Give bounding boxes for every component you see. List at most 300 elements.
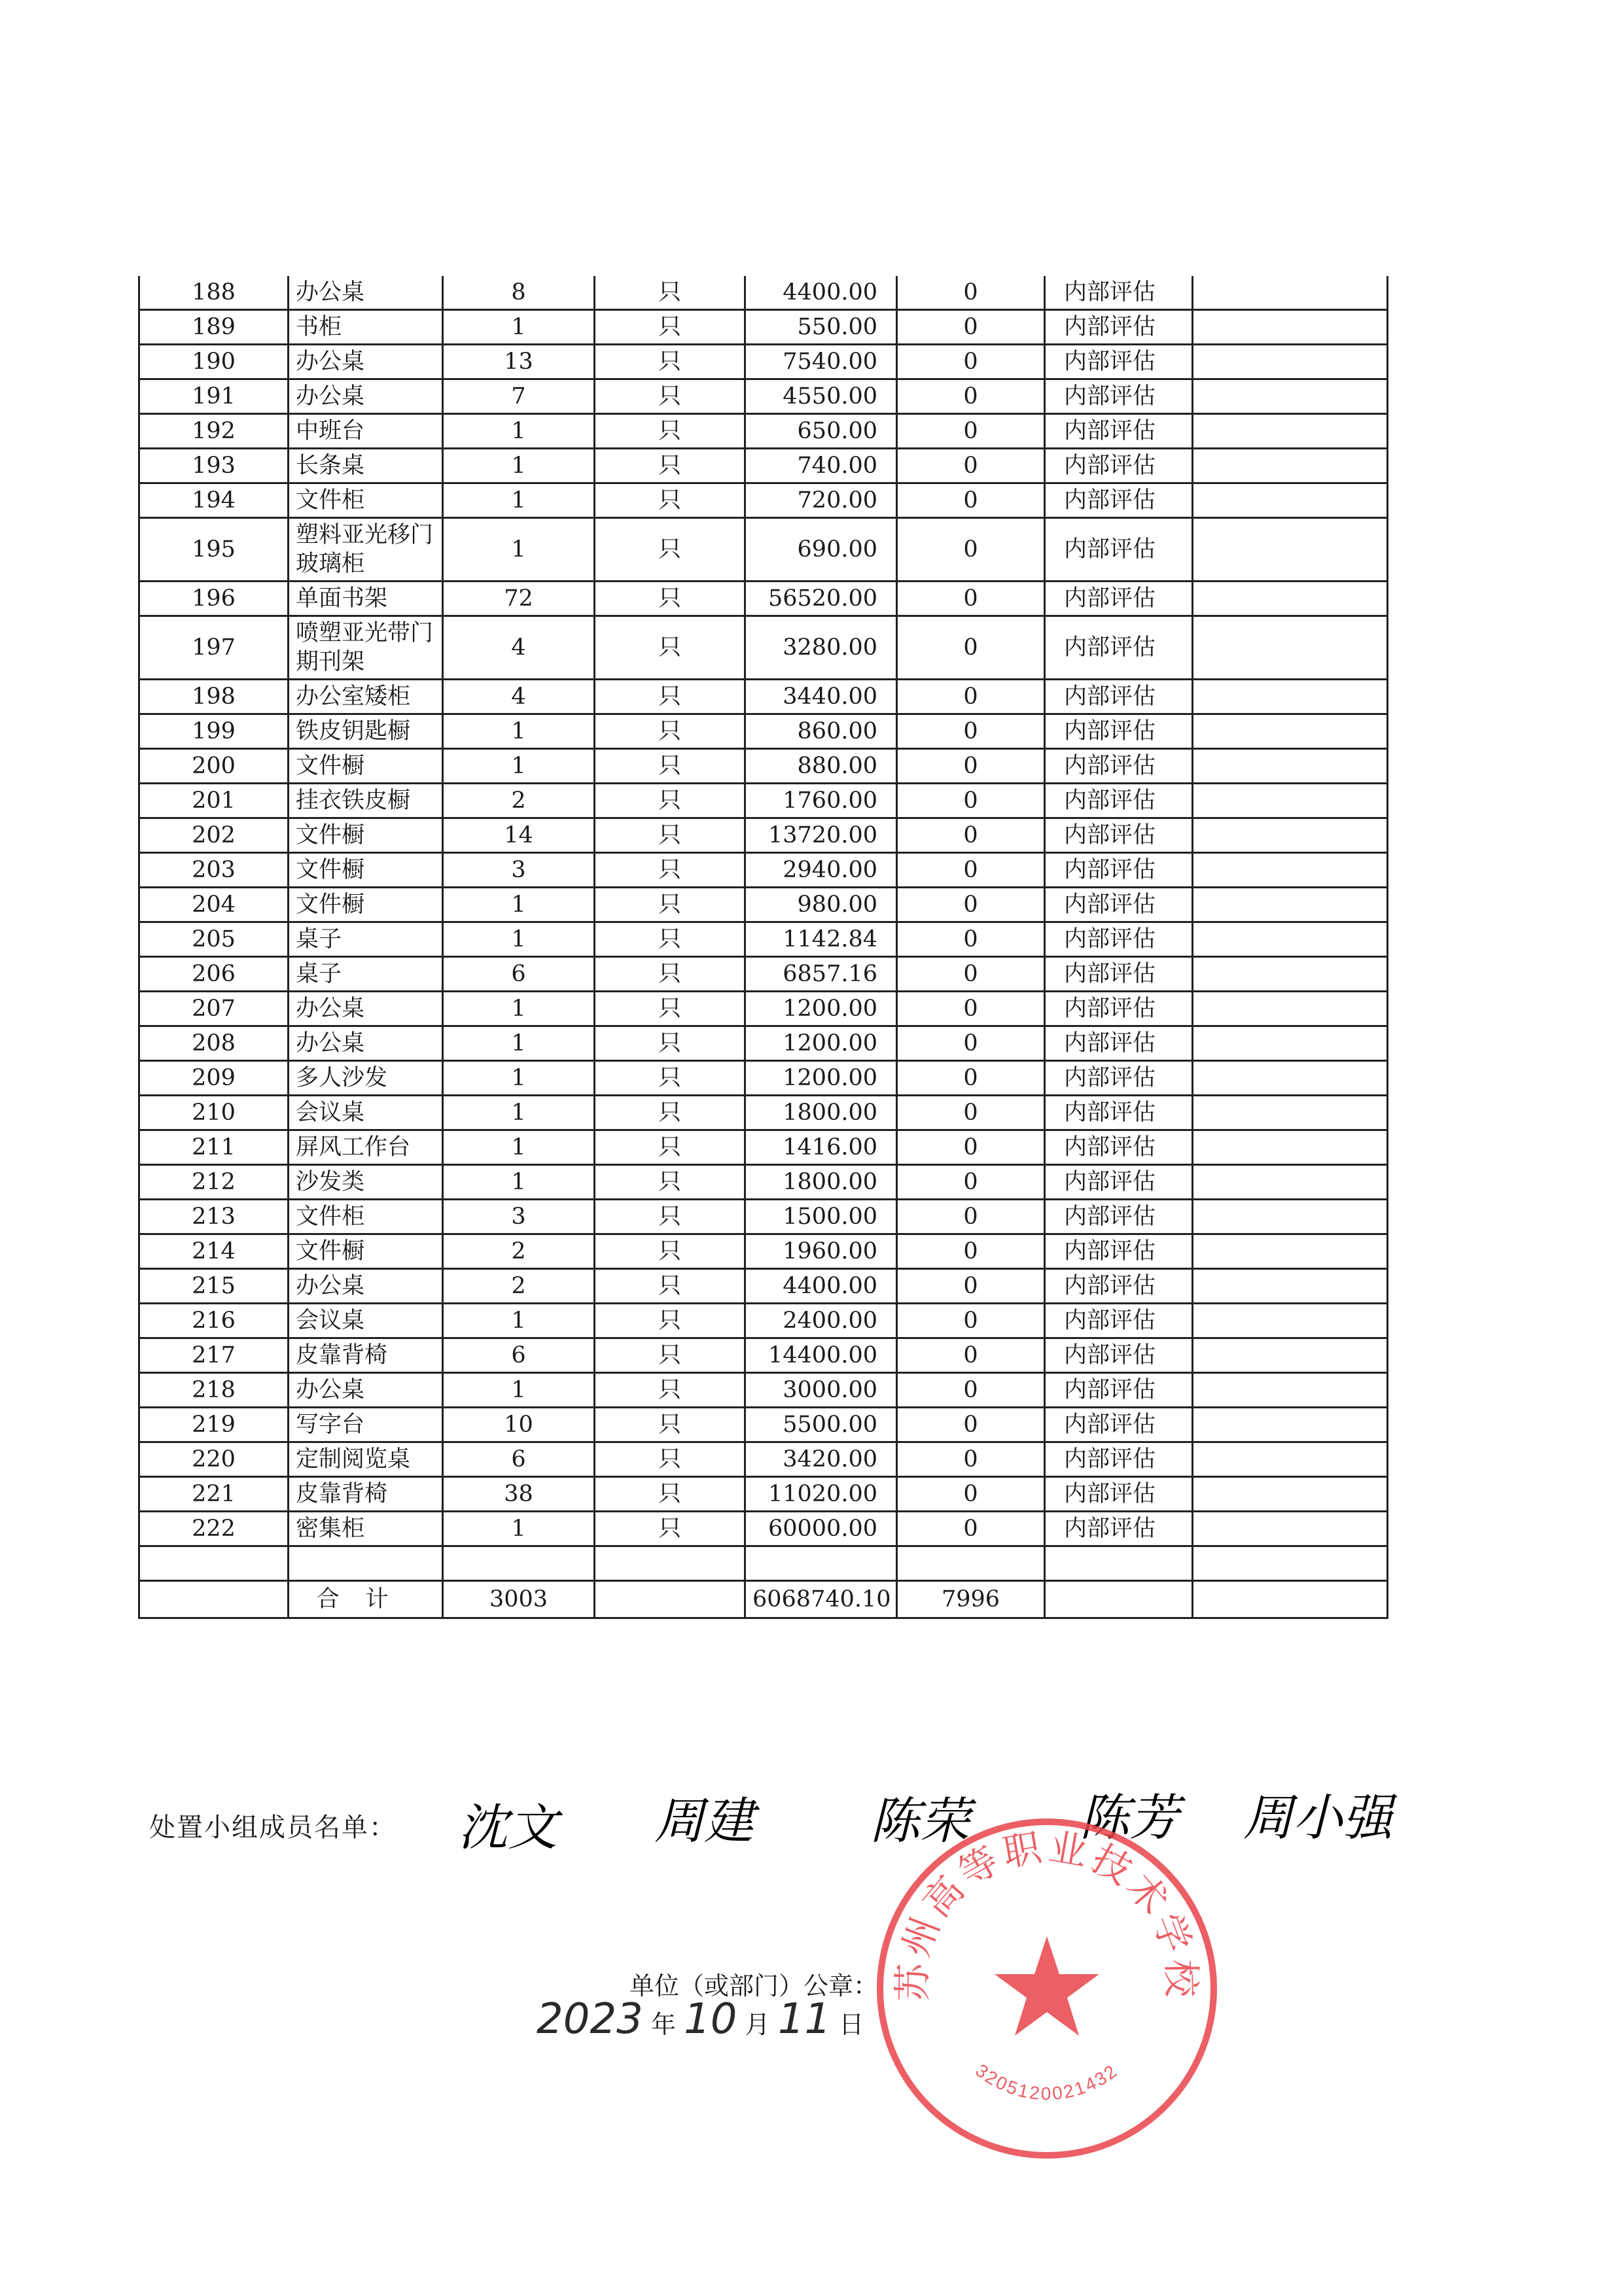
valuation-method: 内部评估	[1045, 1373, 1193, 1408]
residual-value: 0	[897, 922, 1045, 957]
asset-name: 会议桌	[289, 1304, 443, 1338]
blank-cell	[1193, 1512, 1388, 1546]
valuation-method: 内部评估	[1045, 1026, 1193, 1061]
quantity: 1	[443, 1130, 595, 1165]
quantity: 4	[443, 616, 595, 680]
residual-value: 0	[897, 1512, 1045, 1546]
table-row	[139, 310, 1388, 345]
original-value: 1200.00	[745, 992, 897, 1026]
signature-5: 周小强	[1243, 1788, 1392, 1847]
total-residual: 7996	[897, 1581, 1045, 1618]
row-number: 208	[139, 1026, 289, 1061]
residual-value: 0	[897, 1096, 1045, 1130]
row-number: 202	[139, 818, 289, 853]
table-row	[139, 1026, 1388, 1061]
asset-name: 多人沙发	[289, 1061, 443, 1096]
original-value: 880.00	[745, 749, 897, 784]
quantity: 6	[443, 1338, 595, 1373]
row-number: 194	[139, 483, 289, 518]
asset-name: 长条桌	[289, 449, 443, 483]
quantity: 1	[443, 714, 595, 749]
residual-value: 0	[897, 518, 1045, 582]
asset-name: 中班台	[289, 414, 443, 449]
row-number: 193	[139, 449, 289, 483]
quantity: 2	[443, 784, 595, 818]
row-number: 198	[139, 680, 289, 714]
original-value: 60000.00	[745, 1512, 897, 1546]
table-row	[139, 276, 1388, 310]
date-day-char: 日	[839, 2010, 864, 2039]
quantity: 1	[443, 749, 595, 784]
asset-name: 铁皮钥匙橱	[289, 714, 443, 749]
asset-name: 办公室矮柜	[289, 680, 443, 714]
residual-value: 0	[897, 582, 1045, 616]
valuation-method: 内部评估	[1045, 1442, 1193, 1477]
seal-code: 3205120021432	[972, 2060, 1122, 2104]
row-number: 218	[139, 1373, 289, 1408]
row-number: 189	[139, 310, 289, 345]
quantity: 14	[443, 818, 595, 853]
residual-value: 0	[897, 1477, 1045, 1512]
row-number: 206	[139, 957, 289, 992]
original-value: 3420.00	[745, 1442, 897, 1477]
blank-cell	[1193, 853, 1388, 888]
row-number: 212	[139, 1165, 289, 1200]
quantity: 1	[443, 1026, 595, 1061]
asset-name: 文件橱	[289, 749, 443, 784]
unit: 只	[595, 922, 745, 957]
quantity: 2	[443, 1269, 595, 1304]
row-number: 200	[139, 749, 289, 784]
asset-name: 办公桌	[289, 1269, 443, 1304]
row-number: 222	[139, 1512, 289, 1546]
row-number: 195	[139, 518, 289, 582]
table-row	[139, 616, 1388, 680]
original-value: 7540.00	[745, 345, 897, 379]
blank-cell	[1193, 1165, 1388, 1200]
date-month-char: 月	[745, 2010, 770, 2039]
blank-cell	[1193, 818, 1388, 853]
residual-value: 0	[897, 1373, 1045, 1408]
unit: 只	[595, 1096, 745, 1130]
table-row	[139, 680, 1388, 714]
valuation-method: 内部评估	[1045, 1304, 1193, 1338]
table-row	[139, 1165, 1388, 1200]
asset-name: 办公桌	[289, 345, 443, 379]
row-number: 190	[139, 345, 289, 379]
residual-value: 0	[897, 749, 1045, 784]
valuation-method: 内部评估	[1045, 1165, 1193, 1200]
quantity: 1	[443, 888, 595, 922]
unit: 只	[595, 714, 745, 749]
table-row	[139, 379, 1388, 414]
unit: 只	[595, 379, 745, 414]
asset-name: 密集柜	[289, 1512, 443, 1546]
unit: 只	[595, 518, 745, 582]
residual-value: 0	[897, 1061, 1045, 1096]
unit: 只	[595, 345, 745, 379]
row-number: 217	[139, 1338, 289, 1373]
quantity: 1	[443, 922, 595, 957]
valuation-method: 内部评估	[1045, 749, 1193, 784]
table-row	[139, 1477, 1388, 1512]
table-row	[139, 1061, 1388, 1096]
quantity: 6	[443, 1442, 595, 1477]
row-number: 188	[139, 276, 289, 310]
row-number: 204	[139, 888, 289, 922]
residual-value: 0	[897, 449, 1045, 483]
asset-name: 办公桌	[289, 1026, 443, 1061]
residual-value: 0	[897, 888, 1045, 922]
row-number: 197	[139, 616, 289, 680]
residual-value: 0	[897, 1408, 1045, 1442]
table-row	[139, 1269, 1388, 1304]
asset-name: 屏风工作台	[289, 1130, 443, 1165]
asset-name: 皮靠背椅	[289, 1477, 443, 1512]
asset-name: 办公桌	[289, 1373, 443, 1408]
unit: 只	[595, 853, 745, 888]
unit: 只	[595, 1234, 745, 1269]
residual-value: 0	[897, 853, 1045, 888]
quantity: 1	[443, 1304, 595, 1338]
blank-cell	[1193, 1269, 1388, 1304]
official-seal	[864, 1805, 1230, 2172]
table-row	[139, 1234, 1388, 1269]
quantity: 1	[443, 1061, 595, 1096]
original-value: 1142.84	[745, 922, 897, 957]
valuation-method: 内部评估	[1045, 616, 1193, 680]
valuation-method: 内部评估	[1045, 518, 1193, 582]
unit: 只	[595, 1026, 745, 1061]
valuation-method: 内部评估	[1045, 1130, 1193, 1165]
valuation-method: 内部评估	[1045, 1061, 1193, 1096]
blank-cell	[1193, 379, 1388, 414]
original-value: 3000.00	[745, 1373, 897, 1408]
original-value: 5500.00	[745, 1408, 897, 1442]
unit: 只	[595, 818, 745, 853]
unit: 只	[595, 749, 745, 784]
quantity: 13	[443, 345, 595, 379]
blank-cell	[1193, 345, 1388, 379]
residual-value: 0	[897, 276, 1045, 310]
table-row	[139, 1338, 1388, 1373]
quantity: 7	[443, 379, 595, 414]
residual-value: 0	[897, 1130, 1045, 1165]
blank-cell	[1193, 784, 1388, 818]
table-row	[139, 1304, 1388, 1338]
original-value: 1500.00	[745, 1200, 897, 1234]
members-label: 处置小组成员名单：	[149, 1813, 397, 1843]
valuation-method: 内部评估	[1045, 1512, 1193, 1546]
residual-value: 0	[897, 680, 1045, 714]
valuation-method: 内部评估	[1045, 714, 1193, 749]
residual-value: 0	[897, 414, 1045, 449]
blank-cell	[1193, 414, 1388, 449]
quantity: 1	[443, 1373, 595, 1408]
empty-row	[139, 1546, 1388, 1581]
row-number: 196	[139, 582, 289, 616]
blank-cell	[1193, 449, 1388, 483]
asset-name: 沙发类	[289, 1165, 443, 1200]
signature-4: 陈芳	[1080, 1788, 1179, 1847]
unit: 只	[595, 1442, 745, 1477]
blank-cell	[1193, 922, 1388, 957]
row-number: 216	[139, 1304, 289, 1338]
unit: 只	[595, 992, 745, 1026]
table-row	[139, 1408, 1388, 1442]
quantity: 1	[443, 414, 595, 449]
original-value: 860.00	[745, 714, 897, 749]
original-value: 3280.00	[745, 616, 897, 680]
asset-name: 单面书架	[289, 582, 443, 616]
asset-disposal-table	[138, 276, 1388, 1619]
quantity: 4	[443, 680, 595, 714]
row-number: 219	[139, 1408, 289, 1442]
unit: 只	[595, 888, 745, 922]
asset-name: 书柜	[289, 310, 443, 345]
residual-value: 0	[897, 1234, 1045, 1269]
original-value: 740.00	[745, 449, 897, 483]
quantity: 3	[443, 1200, 595, 1234]
row-number: 199	[139, 714, 289, 749]
table-row	[139, 1442, 1388, 1477]
table-row	[139, 414, 1388, 449]
row-number: 221	[139, 1477, 289, 1512]
original-value: 2940.00	[745, 853, 897, 888]
asset-name: 文件橱	[289, 818, 443, 853]
asset-name: 文件橱	[289, 853, 443, 888]
seal-name: 苏州高等职业技术学校	[890, 1824, 1204, 2002]
valuation-method: 内部评估	[1045, 1234, 1193, 1269]
asset-name: 塑料亚光移门玻璃柜	[289, 518, 443, 582]
signature-2: 周建	[654, 1792, 754, 1850]
total-row	[139, 1581, 1388, 1618]
original-value: 720.00	[745, 483, 897, 518]
row-number: 213	[139, 1200, 289, 1234]
stamp-label: 单位（或部门）公章：	[629, 1972, 879, 2000]
quantity: 2	[443, 1234, 595, 1269]
unit: 只	[595, 1165, 745, 1200]
asset-name: 办公桌	[289, 276, 443, 310]
asset-name: 文件柜	[289, 1200, 443, 1234]
quantity: 72	[443, 582, 595, 616]
table-row	[139, 784, 1388, 818]
residual-value: 0	[897, 310, 1045, 345]
row-number: 209	[139, 1061, 289, 1096]
blank-cell	[1193, 616, 1388, 680]
residual-value: 0	[897, 714, 1045, 749]
asset-name: 文件橱	[289, 888, 443, 922]
quantity: 8	[443, 276, 595, 310]
asset-name: 皮靠背椅	[289, 1338, 443, 1373]
blank-cell	[1193, 276, 1388, 310]
unit: 只	[595, 449, 745, 483]
asset-name: 桌子	[289, 922, 443, 957]
residual-value: 0	[897, 1200, 1045, 1234]
residual-value: 0	[897, 1338, 1045, 1373]
table-row	[139, 749, 1388, 784]
blank-cell	[1193, 1408, 1388, 1442]
unit: 只	[595, 957, 745, 992]
original-value: 550.00	[745, 310, 897, 345]
original-value: 4400.00	[745, 1269, 897, 1304]
table-row	[139, 992, 1388, 1026]
blank-cell	[1193, 310, 1388, 345]
unit: 只	[595, 1269, 745, 1304]
blank-cell	[1193, 1200, 1388, 1234]
valuation-method: 内部评估	[1045, 449, 1193, 483]
blank-cell	[1193, 1477, 1388, 1512]
table-row	[139, 1373, 1388, 1408]
residual-value: 0	[897, 1269, 1045, 1304]
blank-cell	[1193, 518, 1388, 582]
quantity: 1	[443, 1096, 595, 1130]
original-value: 1200.00	[745, 1061, 897, 1096]
valuation-method: 内部评估	[1045, 345, 1193, 379]
quantity: 10	[443, 1408, 595, 1442]
residual-value: 0	[897, 1304, 1045, 1338]
quantity: 1	[443, 1165, 595, 1200]
table-row	[139, 922, 1388, 957]
valuation-method: 内部评估	[1045, 379, 1193, 414]
unit: 只	[595, 483, 745, 518]
table-row	[139, 582, 1388, 616]
original-value: 56520.00	[745, 582, 897, 616]
table-row	[139, 1512, 1388, 1546]
table-row	[139, 957, 1388, 992]
table-row	[139, 1096, 1388, 1130]
valuation-method: 内部评估	[1045, 1477, 1193, 1512]
date-year-char: 年	[650, 2010, 676, 2039]
unit: 只	[595, 1304, 745, 1338]
valuation-method: 内部评估	[1045, 784, 1193, 818]
blank-cell	[1193, 888, 1388, 922]
quantity: 38	[443, 1477, 595, 1512]
total-amount: 6068740.10	[745, 1581, 897, 1618]
blank-cell	[1193, 1442, 1388, 1477]
original-value: 4550.00	[745, 379, 897, 414]
valuation-method: 内部评估	[1045, 310, 1193, 345]
asset-name: 写字台	[289, 1408, 443, 1442]
row-number: 220	[139, 1442, 289, 1477]
unit: 只	[595, 582, 745, 616]
quantity: 1	[443, 518, 595, 582]
original-value: 1760.00	[745, 784, 897, 818]
unit: 只	[595, 1477, 745, 1512]
blank-cell	[1193, 957, 1388, 992]
date-month: 10	[684, 1995, 737, 2044]
original-value: 1960.00	[745, 1234, 897, 1269]
valuation-method: 内部评估	[1045, 1269, 1193, 1304]
blank-cell	[1193, 1373, 1388, 1408]
residual-value: 0	[897, 957, 1045, 992]
unit: 只	[595, 310, 745, 345]
original-value: 1200.00	[745, 1026, 897, 1061]
residual-value: 0	[897, 1165, 1045, 1200]
residual-value: 0	[897, 616, 1045, 680]
table-body	[139, 276, 1388, 1546]
date-day: 11	[777, 1995, 832, 2044]
residual-value: 0	[897, 345, 1045, 379]
blank-cell	[1193, 483, 1388, 518]
table-row	[139, 518, 1388, 582]
signature-3: 陈荣	[870, 1792, 970, 1850]
asset-name: 办公桌	[289, 379, 443, 414]
valuation-method: 内部评估	[1045, 992, 1193, 1026]
table-row	[139, 483, 1388, 518]
quantity: 1	[443, 449, 595, 483]
unit: 只	[595, 1061, 745, 1096]
row-number: 215	[139, 1269, 289, 1304]
asset-name: 桌子	[289, 957, 443, 992]
table-row	[139, 888, 1388, 922]
asset-name: 会议桌	[289, 1096, 443, 1130]
blank-cell	[1193, 714, 1388, 749]
quantity: 1	[443, 1512, 595, 1546]
residual-value: 0	[897, 1442, 1045, 1477]
row-number: 191	[139, 379, 289, 414]
original-value: 2400.00	[745, 1304, 897, 1338]
valuation-method: 内部评估	[1045, 957, 1193, 992]
residual-value: 0	[897, 483, 1045, 518]
blank-cell	[1193, 1338, 1388, 1373]
residual-value: 0	[897, 379, 1045, 414]
table-row	[139, 818, 1388, 853]
unit: 只	[595, 1130, 745, 1165]
residual-value: 0	[897, 818, 1045, 853]
quantity: 1	[443, 992, 595, 1026]
asset-name: 文件柜	[289, 483, 443, 518]
unit: 只	[595, 414, 745, 449]
unit: 只	[595, 1408, 745, 1442]
original-value: 3440.00	[745, 680, 897, 714]
row-number: 192	[139, 414, 289, 449]
valuation-method: 内部评估	[1045, 276, 1193, 310]
original-value: 14400.00	[745, 1338, 897, 1373]
valuation-method: 内部评估	[1045, 582, 1193, 616]
date-line	[537, 1995, 929, 2061]
row-number: 211	[139, 1130, 289, 1165]
total-label: 合计	[289, 1581, 443, 1618]
unit: 只	[595, 784, 745, 818]
row-number: 201	[139, 784, 289, 818]
valuation-method: 内部评估	[1045, 922, 1193, 957]
quantity: 6	[443, 957, 595, 992]
row-number: 203	[139, 853, 289, 888]
asset-name: 定制阅览桌	[289, 1442, 443, 1477]
original-value: 4400.00	[745, 276, 897, 310]
valuation-method: 内部评估	[1045, 1096, 1193, 1130]
table-row	[139, 853, 1388, 888]
original-value: 1800.00	[745, 1096, 897, 1130]
valuation-method: 内部评估	[1045, 1338, 1193, 1373]
signature-1: 沈文	[458, 1798, 557, 1856]
unit: 只	[595, 276, 745, 310]
table-row	[139, 714, 1388, 749]
original-value: 11020.00	[745, 1477, 897, 1512]
original-value: 980.00	[745, 888, 897, 922]
total-qty: 3003	[443, 1581, 595, 1618]
unit: 只	[595, 1338, 745, 1373]
original-value: 690.00	[745, 518, 897, 582]
table-row	[139, 345, 1388, 379]
blank-cell	[1193, 1061, 1388, 1096]
table-row	[139, 449, 1388, 483]
blank-cell	[1193, 749, 1388, 784]
quantity: 1	[443, 483, 595, 518]
unit: 只	[595, 1200, 745, 1234]
original-value: 1800.00	[745, 1165, 897, 1200]
